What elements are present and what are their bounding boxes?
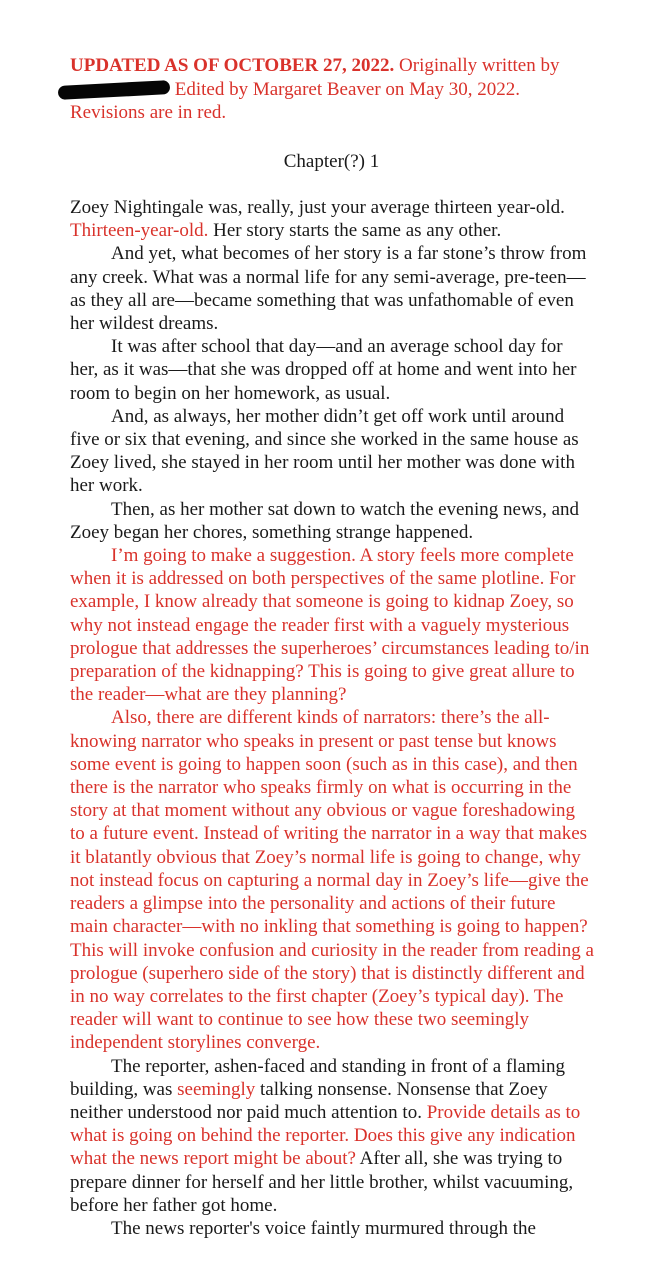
paragraph-8-text-c: After all, she was trying to prepare dinner for herself and her little brother, whilst vacuuming, before her father got home.: [70, 1148, 574, 1216]
paragraph-1-revision: Thirteen-year-old.: [70, 220, 209, 242]
updated-date: UPDATED AS OF OCTOBER 27, 2022.: [70, 55, 395, 76]
paragraph-8-revision-1: seemingly: [177, 1078, 256, 1100]
redacted-author-name: [58, 80, 171, 100]
paragraph-8-revision-2: Provide details as to what is going on behind the reporter. Does this give any indication what the news report might be about?: [70, 1101, 581, 1170]
revision-header: [70, 54, 610, 125]
paragraph-1-text-a: Zoey Nightingale was, really, just your average thirteen year-old.: [70, 197, 565, 218]
paragraph-9-partial: The news reporter's voice faintly murmured through the: [111, 1217, 536, 1239]
chapter-title: Chapter(?) 1: [283, 151, 380, 172]
paragraph-3: It was after school that day—and an average school day for her, as it was—that she was dropped off at home and went into her room to begin on her homework, as usual.: [70, 336, 577, 404]
paragraph-4: And, as always, her mother didn’t get off work until around five or six that evening, and since she worked in the same house as Zoey lived, she stayed in her room until her mother was done with her work.: [70, 405, 579, 497]
edited-by-text: Edited by Margaret Beaver on May 30, 2022.: [174, 78, 521, 100]
paragraph-8: [70, 1055, 594, 1217]
revisions-note: Revisions are in red.: [70, 102, 227, 123]
paragraph-8-text-a: The reporter, ashen-faced and standing in front of a flaming building, was: [70, 1055, 566, 1100]
paragraph-1: [70, 196, 594, 242]
paragraph-8-text-b: talking nonsense. Nonsense that Zoey neither understood nor paid much attention to.: [70, 1078, 548, 1123]
editor-comment-2: Also, there are different kinds of narrators: there’s the all-knowing narrator who speaks in present or past tense but knows some event is going to happen soon (such as in this case), and then there is the narrator who speaks firmly on what is occurring in the story at that moment without any obvious or vague foreshadowing to a future event. Instead of writing the narrator in a way that makes it blatantly obvious that Zoey’s normal life is going to change, why not instead focus on capturing a normal day in Zoey’s life—give the readers a glimpse into the personality and actions of their future main character—with no inkling that something is going to happen? This will invoke confusion and curiosity in the reader from reading a prologue (superhero side of the story) that is distinctly different and in no way correlates to the first chapter (Zoey’s typical day). The reader will want to continue to see how these two seemingly independent storylines converge.: [70, 707, 594, 1054]
paragraph-5: Then, as her mother sat down to watch the evening news, and Zoey began her chores, something strange happened.: [70, 498, 580, 543]
paragraph-1-text-b: Her story starts the same as any other.: [208, 220, 502, 242]
paragraph-2: And yet, what becomes of her story is a far stone’s throw from any creek. What was a normal life for any semi-average, pre-teen—as they all are—became something that was unfathomable of even her wildest dreams.: [70, 243, 587, 335]
editor-comment-1: I’m going to make a suggestion. A story feels more complete when it is addressed on both perspectives of the same plotline. For example, I know already that someone is going to kidnap Zoey, so why not instead engage the reader first with a vaguely mysterious prologue that addresses the superheroes’ circumstances leading to/in preparation of the kidnapping? This is going to give great allure to the reader—what are they planning?: [70, 545, 590, 706]
written-by-text: Originally written by: [394, 55, 560, 76]
story-body: [70, 196, 594, 1240]
